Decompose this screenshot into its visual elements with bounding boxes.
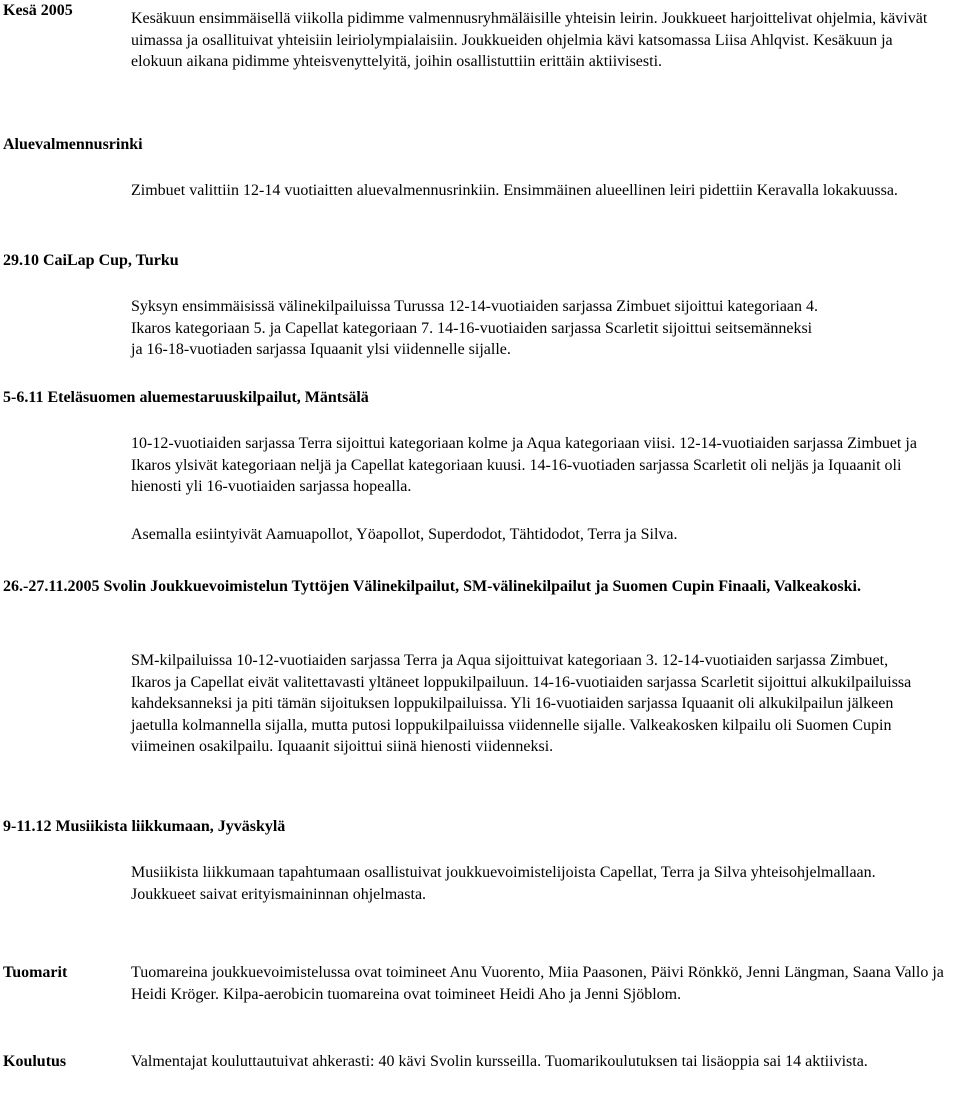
heading-svolin-valinekilpailut: 26.-27.11.2005 Svolin Joukkuevoimistelun Tyttöjen Välinekilpailut, SM-välinekilpailut ja Suomen Cupin Finaali, Valkeakoski. xyxy=(3,578,861,595)
paragraph-koulutus: Valmentajat kouluttautuivat ahkerasti: 40 kävi Svolin kursseilla. Tuomarikoulutuksen tai lisäoppia sai 14 aktiivista. xyxy=(131,1053,868,1070)
paragraph-cailap: Syksyn ensimmäisissä välinekilpailuissa Turussa 12-14-vuotiaiden sarjassa Zimbuet sijoittui kategoriaan 4. Ikaros kategoriaan 5. ja Capellat kategoriaan 7. 14-16-vuotiaiden sarjassa Scarletit sijoittui seitsemänneksi ja 16-18-vuotiaden sarjassa Iquaanit ylsi viidennelle sijalle. xyxy=(131,298,819,358)
paragraph-aluevalmennus: Zimbuet valittiin 12-14 vuotiaitten aluevalmennusrinkiin. Ensimmäinen alueellinen leiri pidettiin Keravalla lokakuussa. xyxy=(131,182,898,199)
paragraph-tuomarit: Tuomareina joukkuevoimistelussa ovat toimineet Anu Vuorento, Miia Paasonen, Päivi Rönkkö, Jenni Längman, Saana Vallo ja Heidi Kröger. Kilpa-aerobicin tuomareina ovat toimineet Heidi Aho ja Jenni Sjöblom. xyxy=(131,964,944,1003)
heading-musiikista-liikkumaan: 9-11.12 Musiikista liikkumaan, Jyväskylä xyxy=(3,818,286,835)
paragraph-asemalla: Asemalla esiintyivät Aamuapollot, Yöapollot, Superdodot, Tähtidodot, Terra ja Silva. xyxy=(131,526,678,543)
paragraph-svoli: SM-kilpailuissa 10-12-vuotiaiden sarjassa Terra ja Aqua sijoittuivat kategoriaan 3. 12-14-vuotiaiden sarjassa Zimbuet, Ikaros ja Capellat eivät valitettavasti yltäneet loppukilpailuun. 14-16-vuotiaiden sarjassa Scarletit sijoittui alkukilpailuissa kahdeksanneksi ja piti tämän sijoituksen loppukilpailuissa. Yli 16-vuotiaiden sarjassa Iquaanit oli alkukilpailun jälkeen jaetulla kolmannella sijalla, mutta putosi loppukilpailuissa viidennelle sijalle. Valkeakosken kilpailu oli Suomen Cupin viimeinen osakilpailu. Iquaanit sijoittui siinä hienosti viidenneksi. xyxy=(131,652,912,755)
heading-etelasuomen-aluemestaruus: 5-6.11 Eteläsuomen aluemestaruuskilpailut, Mäntsälä xyxy=(3,389,369,406)
label-koulutus: Koulutus xyxy=(3,1053,67,1070)
heading-cailap-cup: 29.10 CaiLap Cup, Turku xyxy=(3,252,179,269)
paragraph-kesa: Kesäkuun ensimmäisellä viikolla pidimme valmennusryhmäläisille yhteisin leirin. Joukkueet harjoittelivat ohjelmia, kävivät uimassa ja osallituivat yhteisiin leiriolympialaisiin. Joukkueiden ohjelmia kävi katsomassa Liisa Ahlqvist. Kesäkuun ja elokuun aikana pidimme yhteisvenyttelyitä, joihin osallistuttiin erittäin aktiivisesti. xyxy=(131,10,928,70)
paragraph-musiikista: Musiikista liikkumaan tapahtumaan osallistuivat joukkuevoimistelijoista Capellat, Terra ja Silva yhteisohjelmallaan. Joukkueet saivat erityismaininnan ohjelmasta. xyxy=(131,864,876,903)
heading-aluevalmennusrinki: Aluevalmennusrinki xyxy=(3,136,143,153)
label-tuomarit: Tuomarit xyxy=(3,964,68,981)
heading-kesa-2005: Kesä 2005 xyxy=(3,2,73,19)
paragraph-etelasuomi: 10-12-vuotiaiden sarjassa Terra sijoittui kategoriaan kolme ja Aqua kategoriaan viisi. 12-14-vuotiaiden sarjassa Zimbuet ja Ikaros ylsivät kategoriaan neljä ja Capellat kategoriaan kuusi. 14-16-vuotiaden sarjassa Scarletit oli neljäs ja Iquaanit oli hienosti yli 16-vuotiaiden sarjassa hopealla. xyxy=(131,435,917,495)
